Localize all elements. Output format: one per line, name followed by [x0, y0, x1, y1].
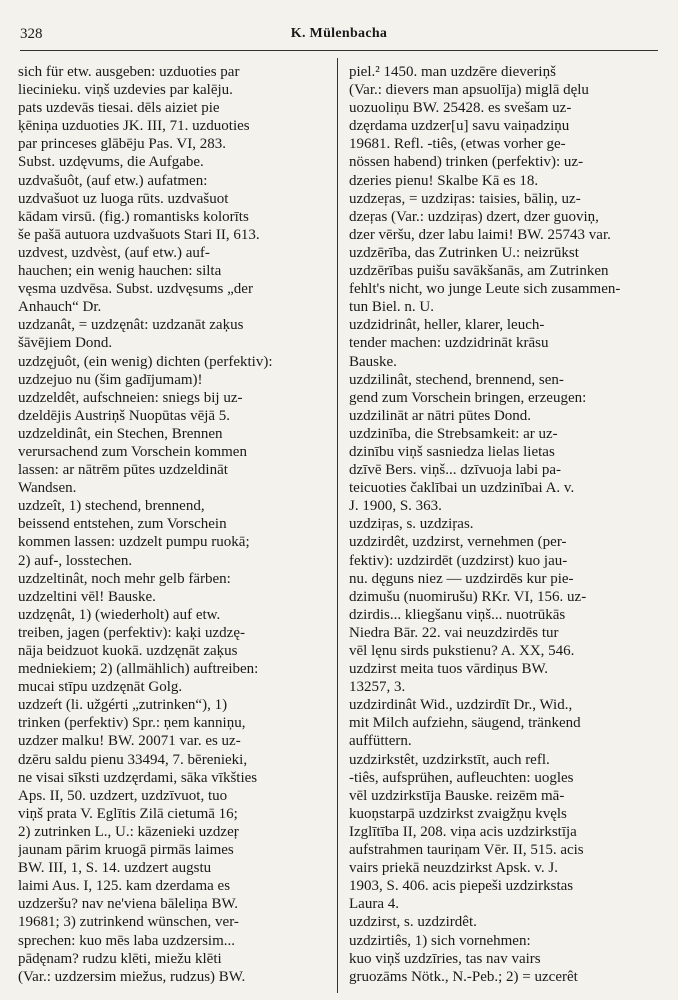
- text-line: J. 1900, S. 363.: [349, 498, 442, 515]
- text-line: (Var.: dievers man apsuolīja) miglā dęlu: [349, 82, 589, 99]
- text-line: dzimušu (nuomirušu) RKr. VI, 156. uz-: [349, 588, 587, 605]
- text-line: 1903, S. 406. acis piepeši uzdzirkstas: [349, 878, 574, 895]
- text-line: kuo viņš uzdzīries, tas nav vairs: [349, 950, 541, 967]
- text-line: tun Biel. n. U.: [349, 299, 434, 316]
- text-line: aufstrahmen tauriņam Vēr. II, 515. acis: [349, 842, 584, 859]
- text-line: Niedra Bār. 22. vai neuzdzirdēs tur: [349, 624, 559, 641]
- text-line: uzdzeldêt, aufschneien: sniegs bij uz-: [18, 389, 243, 406]
- text-line: Bauske.: [349, 353, 397, 370]
- text-line: 2) auf-, losstechen.: [18, 552, 133, 569]
- text-line: vēl lęnu sirds pukstienu? A. XX, 546.: [349, 643, 575, 659]
- text-line: dzęrdama uzdzer[u] savu vaiņadziņu: [349, 118, 570, 135]
- text-line: uzdzinība, die Strebsamkeit: ar uz-: [349, 425, 558, 442]
- text-line: ne visai sīksti uzdzęrdami, sāka vīkšties: [18, 769, 258, 786]
- text-line: teicuoties čaklībai un uzdzinībai A. v.: [349, 480, 575, 497]
- text-line: jaunam pārim kruogā pirmās laimes: [18, 842, 234, 859]
- text-line: dzēru saldu pienu 33494, 7. bērenieki,: [18, 751, 248, 768]
- text-line: sich für etw. ausgeben: uzduoties par: [18, 64, 240, 80]
- text-line: uzdzer malku! BW. 20071 var. es uz-: [18, 733, 241, 750]
- text-line: uzdzirdinât Wid., uzdzirdīt Dr., Wid.,: [349, 697, 573, 714]
- text-line: dzer vēršu, dzer labu laimi! BW. 25743 var.: [349, 226, 611, 243]
- text-line: uzdvest, uzdvèst, (auf etw.) auf-: [18, 244, 210, 261]
- text-line: uozuoliņu BW. 25428. es svešam uz-: [349, 100, 572, 117]
- header-rule: [20, 50, 658, 51]
- text-line: uzdzilināt ar nātri pūtes Dond.: [349, 407, 532, 424]
- text-line: 2) zutrinken L., U.: kāzenieki uzdzeŗ: [18, 823, 239, 840]
- text-line: uzdzērības puišu savākšanās, am Zutrinken: [349, 263, 609, 280]
- text-line: mucai stīpu uzdzęnāt Golg.: [18, 679, 183, 696]
- text-line: uzdzirtiês, 1) sich vornehmen:: [349, 932, 531, 949]
- text-line: šāvējiem Dond.: [18, 335, 113, 352]
- text-line: nu. dęguns niez — uzdzirdēs kur pie-: [349, 570, 574, 587]
- text-line: Anhauch“ Dr.: [18, 299, 102, 316]
- text-line: uzdzeršu? nav ne'viena bāleliņa BW.: [18, 896, 238, 913]
- text-line: uzdzeŕt (li. užgérti „zutrinken“), 1): [18, 697, 228, 714]
- text-line: nāja beidzuot kuokā. uzdzęnāt zaķus: [18, 643, 238, 659]
- text-line: BW. III, 1, S. 14. uzdzert augstu: [18, 860, 212, 877]
- text-line: uzdziŗas, s. uzdziŗas.: [349, 516, 474, 533]
- text-line: uzdzidrinât, heller, klarer, leuch-: [349, 317, 545, 334]
- text-line: uzdzeldinât, ein Stechen, Brennen: [18, 425, 223, 442]
- text-line: uzdzeît, 1) stechend, brennend,: [18, 498, 205, 515]
- text-line: Aps. II, 50. uzdzert, uzdzīvuot, tuo: [18, 787, 228, 804]
- left-column: [18, 63, 326, 993]
- text-line: uzdzanât, = uzdzęnât: uzdzanāt zaķus: [18, 317, 244, 334]
- text-line: še pašā autuora uzdvašuots Stari II, 613.: [18, 226, 260, 243]
- text-line: tender machen: uzdzidrināt krāsu: [349, 335, 549, 352]
- text-line: fektiv): uzdzirdēt (uzdzirst) kuo jau-: [349, 552, 568, 569]
- text-line: uzdzirst meita tuos vārdiņus BW.: [349, 661, 548, 678]
- text-line: ķēniņa uzduoties JK. III, 71. uzduoties: [18, 118, 250, 135]
- text-line: sprechen: kuo mēs laba uzdzersim...: [18, 932, 236, 949]
- text-line: 19681. Refl. -tiês, (etwas vorher ge-: [349, 136, 566, 153]
- text-line: dzirdis... kliegšanu viņš... nuotrūkās: [349, 606, 566, 623]
- text-line: Wandsen.: [18, 480, 77, 497]
- text-line: mit Milch aufziehn, säugend, tränkend: [349, 715, 581, 732]
- text-line: auffüttern.: [349, 733, 412, 750]
- page-number: 328: [20, 26, 43, 42]
- text-line: gend zum Vorschein bringen, erzeugen:: [349, 389, 587, 406]
- text-line: dzeŗas (Var.: uzdziŗas) dzert, dzer guoviņ,: [349, 208, 599, 225]
- text-line: vēl uzdzirkstīja Bauske. reizēm mā-: [349, 787, 565, 804]
- page-header: [20, 26, 658, 50]
- text-line: uzdzērība, das Zutrinken U.: neizrūkst: [349, 244, 579, 261]
- text-line: 19681; 3) zutrinkend wünschen, ver-: [18, 914, 239, 931]
- text-line: kommen lassen: uzdzelt pumpu ruokā;: [18, 534, 250, 551]
- text-line: uzdzilinât, stechend, brennend, sen-: [349, 371, 564, 388]
- text-line: lassen: ar nātrēm pūtes uzdzeldināt: [18, 462, 228, 479]
- text-line: verursachend zum Vorschein kommen: [18, 443, 247, 460]
- text-line: uzdzirdêt, uzdzirst, vernehmen (per-: [349, 534, 567, 551]
- text-line: hauchen; ein wenig hauchen: silta: [18, 263, 222, 280]
- text-line: fehlt's nicht, wo junge Leute sich zusammen-: [349, 281, 621, 298]
- text-line: uzdvašuôt, (auf etw.) aufatmen:: [18, 172, 208, 189]
- text-line: uzdzirst, s. uzdzirdêt.: [349, 914, 477, 931]
- column-divider: [337, 58, 338, 993]
- text-line: kuoņstarpā uzdzirkst zvaigžņu kvęls: [349, 805, 567, 822]
- text-line: laimi Aus. I, 125. kam dzerdama es: [18, 878, 231, 895]
- text-line: uzdzirkstêt, uzdzirkstīt, auch refl.: [349, 751, 550, 768]
- text-line: uzdzeltinât, noch mehr gelb färben:: [18, 570, 231, 587]
- text-line: dzinību viņš sasniedza lielas lietas: [349, 443, 555, 460]
- right-column: [349, 63, 662, 993]
- text-line: uzdzeŗas, = uzdziŗas: taisies, bāliņ, uz-: [349, 190, 581, 207]
- text-line: gruozāms Nötk., N.-Peb.; 2) = uzcerêt: [349, 968, 578, 985]
- text-line: (Var.: uzdzersim miežus, rudzus) BW.: [18, 968, 246, 985]
- text-line: uzdvašuot uz luoga rūts. uzdvašuot: [18, 190, 229, 207]
- text-line: medniekiem; 2) (allmählich) auftreiben:: [18, 661, 259, 678]
- text-line: pats uzdevās tiesai. dēls aiziet pie: [18, 100, 220, 117]
- text-line: uzdzejuo nu (šim gadījumam)!: [18, 371, 203, 388]
- text-line: dzīvē Bers. viņš... dzīvuoja labi pa-: [349, 462, 562, 479]
- text-line: liecinieku. viņš uzdevies par kalēju.: [18, 82, 233, 99]
- text-line: Izglītība II, 208. viņa acis uzdzirkstīja: [349, 823, 577, 840]
- text-line: beissend entstehen, zum Vorschein: [18, 516, 227, 533]
- text-line: vęsma uzdvēsa. Subst. uzdvęsums „der: [18, 281, 253, 298]
- text-line: dzeries pienu! Skalbe Kā es 18.: [349, 172, 539, 189]
- text-line: treiben, jagen (perfektiv): kaķi uzdzę-: [18, 624, 245, 641]
- text-line: Subst. uzdęvums, die Aufgabe.: [18, 154, 204, 171]
- text-line: uzdzęnât, 1) (wiederholt) auf etw.: [18, 606, 221, 623]
- text-line: par princeses glābēju Pas. VI, 283.: [18, 136, 227, 153]
- text-line: pādęnam? rudzu klēti, miežu klēti: [18, 950, 222, 967]
- text-line: Laura 4.: [349, 896, 399, 913]
- text-line: viņš prata V. Eglītis Zilā cietumā 16;: [18, 805, 238, 822]
- text-line: trinken (perfektiv) Spr.: ņem kanniņu,: [18, 715, 246, 732]
- text-line: dzeldējis Austriņš Nuopūtas vējā 5.: [18, 407, 231, 424]
- text-line: piel.² 1450. man uzdzēre dieveriņš: [349, 64, 556, 80]
- text-line: nössen habend) trinken (perfektiv): uz-: [349, 154, 584, 171]
- text-line: 13257, 3.: [349, 679, 406, 696]
- text-line: uzdzeltini vēl! Bauske.: [18, 588, 156, 605]
- text-line: kādam virsū. (fig.) romantisks kolorīts: [18, 208, 249, 225]
- text-line: uzdzęjuôt, (ein wenig) dichten (perfektiv):: [18, 353, 273, 370]
- text-line: vairs priekā neuzdzirkst Apsk. v. J.: [349, 860, 558, 877]
- text-line: -tiês, aufsprühen, aufleuchten: uogles: [349, 769, 574, 786]
- running-head: K. Mülenbacha: [290, 26, 388, 41]
